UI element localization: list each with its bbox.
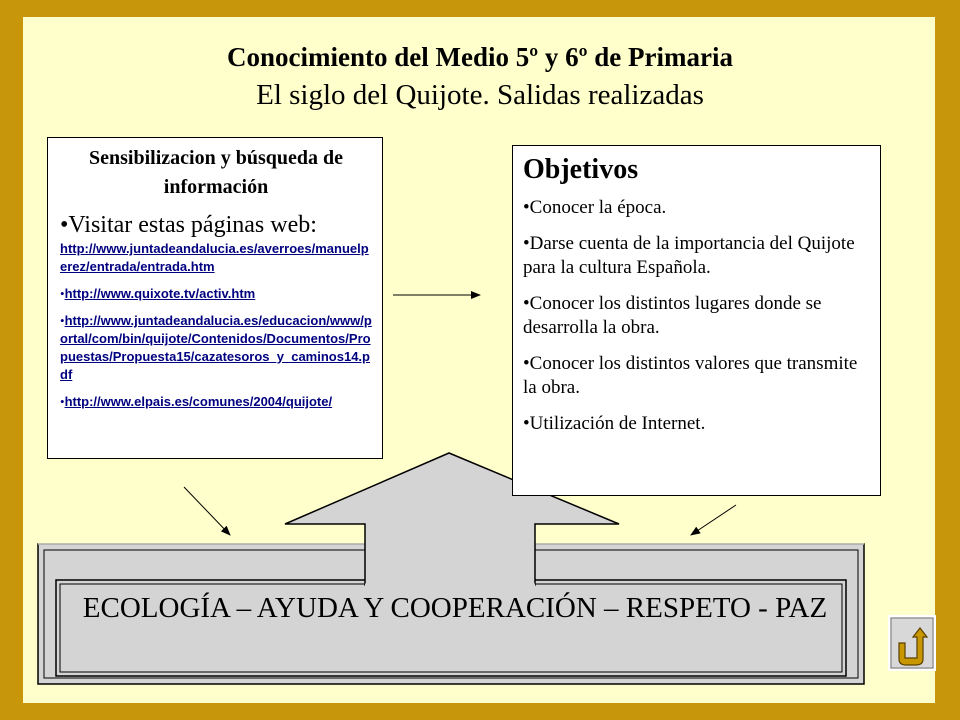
link-item (60, 312, 372, 384)
objective-item: •Conocer los distintos lugares donde se desarrolla la obra. (523, 293, 822, 338)
research-heading: Sensibilizacion y búsqueda de información (89, 147, 343, 198)
u-turn-arrow-icon (888, 615, 936, 671)
link-averroes[interactable]: http://www.juntadeandalucia.es/averroes/manuelperez/entrada/entrada.htm (60, 241, 369, 274)
objective-item: •Conocer los distintos valores que transmite la obra. (523, 353, 858, 398)
link-item (60, 285, 372, 303)
link-elpais[interactable]: http://www.elpais.es/comunes/2004/quijote/ (64, 394, 333, 409)
values-banner-text: ECOLOGÍA – AYUDA Y COOPERACIÓN – RESPETO - PAZ (82, 592, 828, 624)
bullet-icon: • (60, 313, 65, 328)
objectives-heading: Objetivos (523, 154, 639, 185)
page-title: Conocimiento del Medio 5º y 6º de Primaria (227, 42, 733, 72)
link-quixote-tv[interactable]: http://www.quixote.tv/activ.htm (64, 286, 256, 301)
objective-item: •Utilización de Internet. (523, 413, 706, 434)
arrow-left-down (184, 487, 230, 535)
link-junta-quijote[interactable]: http://www.juntadeandalucia.es/educacion/www/portal/com/bin/quijote/Contenidos/Documentos/Propuestas/Propuesta15/cazatesoros_y_caminos14.pdf (60, 313, 372, 382)
objective-item: •Darse cuenta de la importancia del Quijote para la cultura Española. (523, 233, 855, 278)
bullet-icon: • (60, 286, 65, 301)
objective-item: •Conocer la época. (523, 197, 667, 218)
bullet-icon: • (60, 394, 65, 409)
research-box (47, 137, 383, 459)
objectives-box (512, 145, 881, 496)
page-subtitle: El siglo del Quijote. Salidas realizadas (256, 79, 704, 111)
back-button[interactable] (888, 615, 936, 671)
arrow-right-down (691, 505, 736, 535)
research-lead: •Visitar estas páginas web: (60, 212, 317, 238)
link-item (60, 393, 372, 411)
link-item (60, 240, 372, 276)
